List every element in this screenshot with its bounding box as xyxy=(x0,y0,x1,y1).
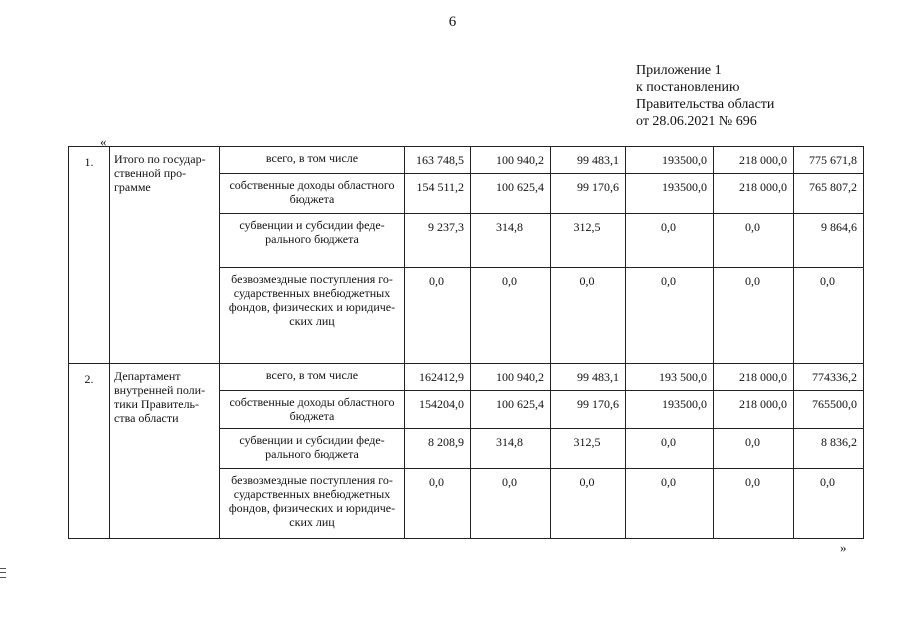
source-label: субвенции и субсидии феде-рального бюджета xyxy=(220,214,405,268)
value-cell: 193500,0 xyxy=(626,391,714,429)
appendix-line-2: к постановлению xyxy=(636,80,740,95)
value-cell: 193500,0 xyxy=(626,147,714,174)
page-number: 6 xyxy=(448,14,457,30)
value-cell: 0,0 xyxy=(626,429,714,469)
opening-quote: « xyxy=(100,134,107,149)
value-cell: 99 170,6 xyxy=(551,174,626,214)
value-cell: 312,5 xyxy=(551,429,626,469)
value-cell: 0,0 xyxy=(626,268,714,364)
row-number: 2. xyxy=(69,364,110,539)
value-cell: 99 483,1 xyxy=(551,364,626,391)
value-cell: 0,0 xyxy=(794,268,864,364)
value-cell: 100 940,2 xyxy=(471,147,551,174)
value-cell: 163 748,5 xyxy=(405,147,471,174)
value-cell: 218 000,0 xyxy=(714,147,794,174)
appendix-header xyxy=(636,62,774,130)
value-cell: 100 940,2 xyxy=(471,364,551,391)
value-cell: 0,0 xyxy=(714,429,794,469)
value-cell: 218 000,0 xyxy=(714,391,794,429)
value-cell: 100 625,4 xyxy=(471,174,551,214)
value-cell: 0,0 xyxy=(714,268,794,364)
value-cell: 0,0 xyxy=(794,469,864,539)
value-cell: 100 625,4 xyxy=(471,391,551,429)
value-cell: 0,0 xyxy=(551,469,626,539)
value-cell: 0,0 xyxy=(714,214,794,268)
value-cell: 218 000,0 xyxy=(714,364,794,391)
table-row xyxy=(69,364,864,391)
value-cell: 0,0 xyxy=(626,214,714,268)
value-cell: 314,8 xyxy=(471,429,551,469)
value-cell: 218 000,0 xyxy=(714,174,794,214)
value-cell: 193 500,0 xyxy=(626,364,714,391)
appendix-line-1: Приложение 1 xyxy=(636,63,722,78)
value-cell: 0,0 xyxy=(471,268,551,364)
source-label: собственные доходы областного бюджета xyxy=(220,174,405,214)
value-cell: 154 511,2 xyxy=(405,174,471,214)
row-number: 1. xyxy=(69,147,110,364)
value-cell: 765500,0 xyxy=(794,391,864,429)
value-cell: 765 807,2 xyxy=(794,174,864,214)
value-cell: 8 208,9 xyxy=(405,429,471,469)
value-cell: 0,0 xyxy=(405,469,471,539)
table-row xyxy=(69,147,864,174)
source-label: безвозмездные поступления го-сударственных внебюджетных фондов, физических и юридиче-ских лиц xyxy=(220,469,405,539)
value-cell: 0,0 xyxy=(405,268,471,364)
value-cell: 0,0 xyxy=(471,469,551,539)
closing-quote: » xyxy=(840,540,847,555)
value-cell: 99 483,1 xyxy=(551,147,626,174)
appendix-line-3: Правительства области xyxy=(636,97,775,112)
value-cell: 154204,0 xyxy=(405,391,471,429)
value-cell: 0,0 xyxy=(551,268,626,364)
value-cell: 312,5 xyxy=(551,214,626,268)
funding-table xyxy=(68,146,864,539)
row-name: Итого по государ-ственной про-грамме xyxy=(110,147,220,364)
value-cell: 193500,0 xyxy=(626,174,714,214)
source-label: собственные доходы областного бюджета xyxy=(220,391,405,429)
source-label: субвенции и субсидии феде-рального бюджета xyxy=(220,429,405,469)
value-cell: 8 836,2 xyxy=(794,429,864,469)
source-label: всего, в том числе xyxy=(220,364,405,391)
source-label: всего, в том числе xyxy=(220,147,405,174)
value-cell: 0,0 xyxy=(714,469,794,539)
value-cell: 9 237,3 xyxy=(405,214,471,268)
value-cell: 774336,2 xyxy=(794,364,864,391)
value-cell: 99 170,6 xyxy=(551,391,626,429)
value-cell: 0,0 xyxy=(626,469,714,539)
value-cell: 314,8 xyxy=(471,214,551,268)
appendix-line-4: от 28.06.2021 № 696 xyxy=(636,114,757,129)
margin-mark xyxy=(0,568,6,578)
row-name: Департамент внутренней поли-тики Правитель-ства области xyxy=(110,364,220,539)
value-cell: 9 864,6 xyxy=(794,214,864,268)
value-cell: 775 671,8 xyxy=(794,147,864,174)
value-cell: 162412,9 xyxy=(405,364,471,391)
source-label: безвозмездные поступления го-сударственных внебюджетных фондов, физических и юридиче-ских лиц xyxy=(220,268,405,364)
